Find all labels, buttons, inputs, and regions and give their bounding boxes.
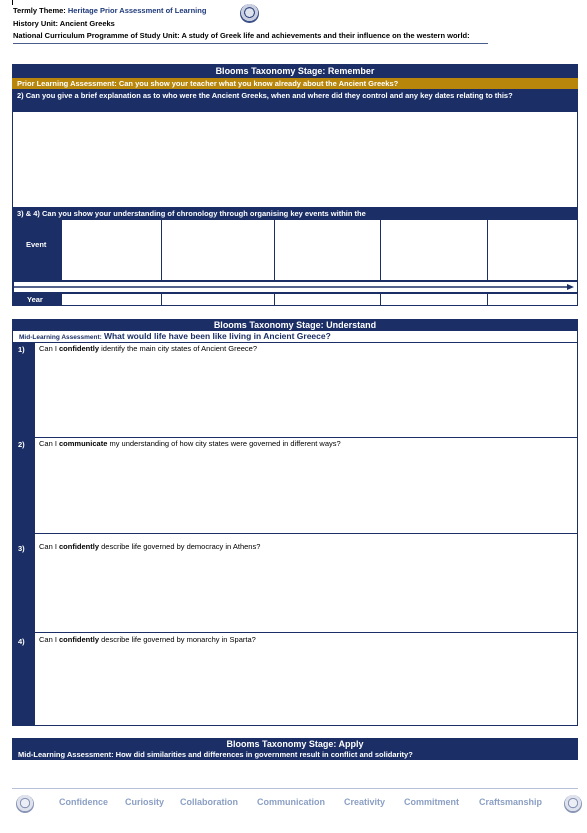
history-unit: History Unit: Ancient Greeks <box>13 19 115 28</box>
footer-value-confidence: Confidence <box>59 797 109 807</box>
question-2-text: Can I communicate my understanding of how city states were governed in different ways? <box>39 439 341 448</box>
question-3-text: Can I confidently describe life governed by democracy in Athens? <box>39 542 261 551</box>
year-label: Year <box>12 293 61 306</box>
question-1-answer-box[interactable] <box>34 342 578 438</box>
termly-theme: Termly Theme: Heritage Prior Assessment of Learning <box>13 6 207 15</box>
question-1-number: 1) <box>18 345 25 354</box>
footer-crest-icon-right <box>564 795 582 813</box>
question-1-text: Can I confidently identify the main city states of Ancient Greece? <box>39 344 258 353</box>
footer-value-collaboration: Collaboration <box>180 797 238 807</box>
event-cell[interactable] <box>487 219 578 281</box>
question-2-prompt: 2) Can you give a brief explanation as to who were the Ancient Greeks, when and where did they control and any key dates relating to this? <box>12 89 578 111</box>
footer-value-creativity: Creativity <box>344 797 386 807</box>
year-cell[interactable] <box>487 293 578 306</box>
question-number-column <box>12 342 34 726</box>
prior-learning-prompt: Prior Learning Assessment: Can you show your teacher what you know already about the Ancient Greeks? <box>12 78 578 89</box>
event-label: Event <box>12 219 61 281</box>
year-cell[interactable] <box>161 293 275 306</box>
footer-value-communication: Communication <box>257 797 326 807</box>
event-cell[interactable] <box>380 219 488 281</box>
footer-divider <box>12 788 578 789</box>
year-cell[interactable] <box>380 293 488 306</box>
question-2-answer-box[interactable] <box>34 437 578 534</box>
question-3-4-prompt: 3) & 4) Can you show your understanding of chronology through organising key events within the <box>12 208 578 219</box>
year-cell[interactable] <box>274 293 381 306</box>
year-cell[interactable] <box>61 293 162 306</box>
question-4-number: 4) <box>18 637 25 646</box>
question-3-number: 3) <box>18 544 25 553</box>
event-cell[interactable] <box>161 219 275 281</box>
question-4-answer-box[interactable] <box>34 632 578 726</box>
footer-value-curiosity: Curiosity <box>125 797 165 807</box>
event-cell[interactable] <box>61 219 162 281</box>
question-2-number: 2) <box>18 440 25 449</box>
understand-stage-title: Blooms Taxonomy Stage: Understand <box>12 319 578 331</box>
mid-learning-assessment: Mid-Learning Assessment: What would life have been like living in Ancient Greece? <box>12 331 578 342</box>
question-2-answer-box[interactable] <box>12 111 578 208</box>
apply-stage-title: Blooms Taxonomy Stage: Apply <box>12 738 578 750</box>
apply-mid-learning-assessment: Mid-Learning Assessment: How did similarities and differences in government result in conflict and solidarity? <box>12 750 578 760</box>
header-divider <box>13 43 488 44</box>
footer-crest-icon-left <box>16 795 34 813</box>
timeline-arrow-icon <box>12 282 578 292</box>
remember-stage-title: Blooms Taxonomy Stage: Remember <box>12 64 578 78</box>
question-4-text: Can I confidently describe life governed by monarchy in Sparta? <box>39 635 256 644</box>
footer-value-commitment: Commitment <box>404 797 460 807</box>
school-crest-icon <box>240 4 259 23</box>
curriculum-unit: National Curriculum Programme of Study Unit: A study of Greek life and achievements and their influence on the western world: <box>13 31 470 40</box>
footer-value-craftsmanship: Craftsmanship <box>479 797 543 807</box>
event-cell[interactable] <box>274 219 381 281</box>
